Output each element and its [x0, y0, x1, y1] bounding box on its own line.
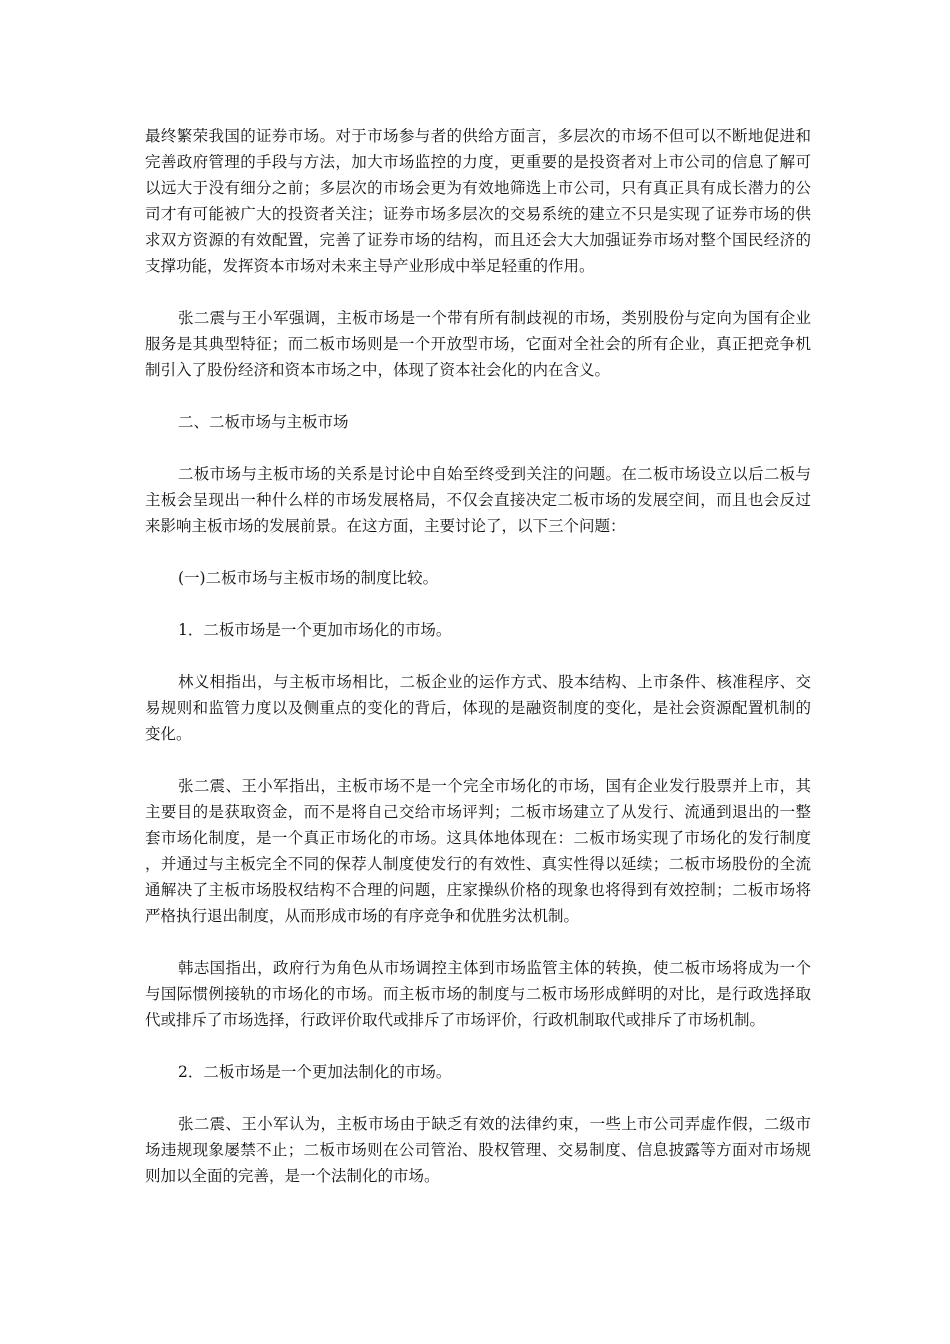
paragraph-han-zhiguo: 韩志国指出，政府行为角色从市场调控主体到市场监管主体的转换，使二板市场将成为一个与国际惯例接轨的市场化的市场。而主板市场的制度与二板市场形成鲜明的对比，是行政选择取代或排斥了市场选择，行政评价取代或排斥了市场评价，行政机制取代或排斥了市场机制。 — [145, 959, 811, 1029]
paragraph-zhang-wang-marketization: 张二震、王小军指出，主板市场不是一个完全市场化的市场，国有企业发行股票并上市，其主要目的是获取资金，而不是将自己交给市场评判；二板市场建立了从发行、流通到退出的一整套市场化制度，是一个真正市场化的市场。这具体地体现在：二板市场实现了市场化的发行制度，并通过与主板完全不同的保荐人制度使发行的有效性、真实性得以延续；二板市场股份的全流通解决了主板市场股权结构不合理的问题，庄家操纵价格的现象也将得到有效控制；二板市场将严格执行退出制度，从而形成市场的有序竞争和优胜劣汰机制。 — [145, 777, 811, 925]
paragraph-relationship-intro: 二板市场与主板市场的关系是讨论中自始至终受到关注的问题。在二板市场设立以后二板与主板会呈现出一种什么样的市场发展格局，不仅会直接决定二板市场的发展空间，而且也会反过来影响主板市场的发展前景。在这方面，主要讨论了，以下三个问题： — [145, 465, 811, 535]
paragraph-securities-market-conclusion: 最终繁荣我国的证券市场。对于市场参与者的供给方面言，多层次的市场不但可以不断地促进和完善政府管理的手段与方法，加大市场监控的力度，更重要的是投资者对上市公司的信息了解可以远大于没有细分之前；多层次的市场会更为有效地筛选上市公司，只有真正具有成长潜力的公司才有可能被广大的投资者关注；证券市场多层次的交易系统的建立不只是实现了证券市场的供求双方资源的有效配置，完善了证券市场的结构，而且还会大大加强证券市场对整个国民经济的支撑功能，发挥资本市场对未来主导产业形成中举足轻重的作用。 — [145, 127, 811, 275]
point-heading-one: 1．二板市场是一个更加市场化的市场。 — [178, 621, 452, 639]
point-heading-two: 2．二板市场是一个更加法制化的市场。 — [178, 1063, 452, 1081]
subsection-heading-one: (一)二板市场与主板市场的制度比较。 — [178, 569, 439, 587]
document-page — [145, 123, 811, 1215]
paragraph-zhang-wang-legalization: 张二震、王小军认为，主板市场由于缺乏有效的法律约束，一些上市公司弄虚作假，二级市场违规现象屡禁不止；二板市场则在公司管治、股权管理、交易制度、信息披露等方面对市场规则加以全面的完善，是一个法制化的市场。 — [145, 1115, 811, 1185]
paragraph-zhang-wang-ownership: 张二震与王小军强调，主板市场是一个带有所有制歧视的市场，类别股份与定向为国有企业服务是其典型特征；而二板市场则是一个开放型市场，它面对全社会的所有企业，真正把竞争机制引入了股份经济和资本市场之中，体现了资本社会化的内在含义。 — [145, 309, 811, 379]
section-heading-two: 二、二板市场与主板市场 — [178, 413, 349, 431]
paragraph-lin-yixiang: 林义相指出，与主板市场相比，二板企业的运作方式、股本结构、上市条件、核准程序、交易规则和监管力度以及侧重点的变化的背后，体现的是融资制度的变化，是社会资源配置机制的变化。 — [145, 673, 811, 743]
